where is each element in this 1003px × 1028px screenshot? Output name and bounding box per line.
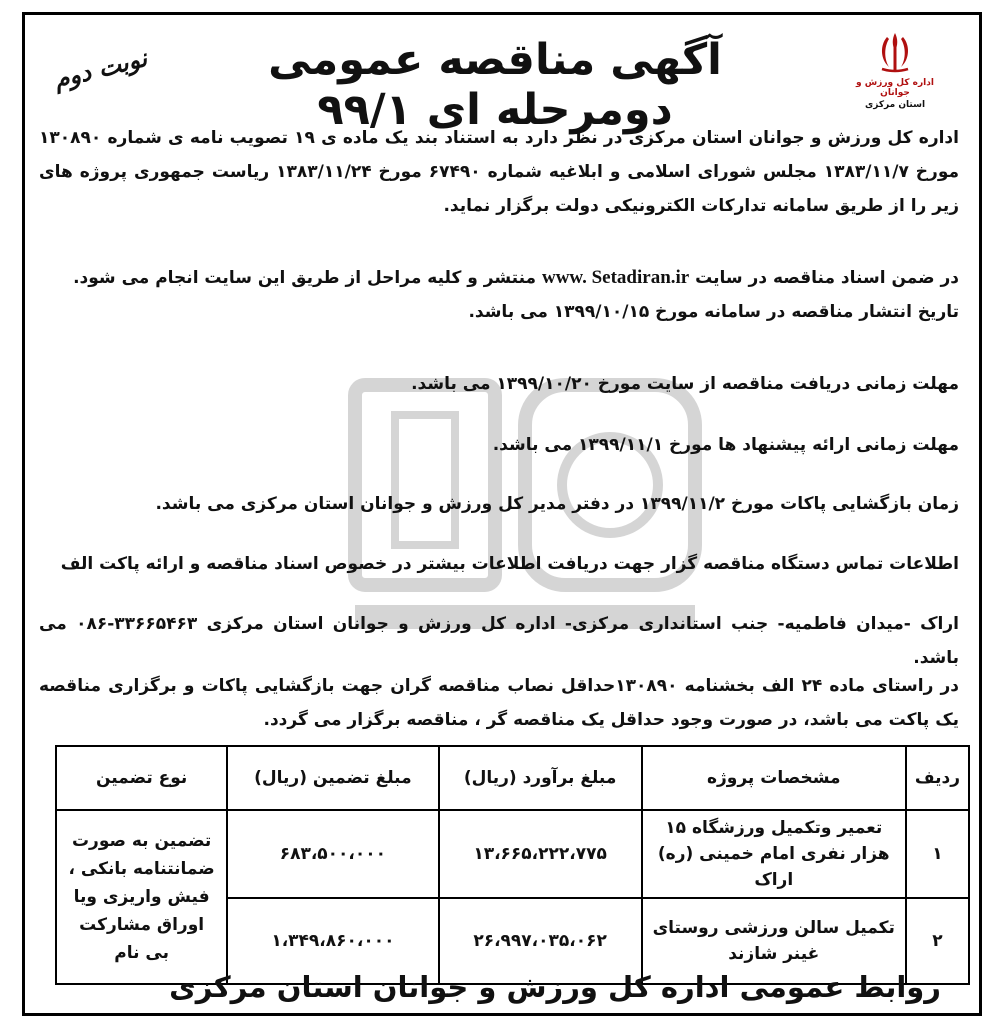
header-estimate: مبلغ برآورد (ریال) (439, 746, 642, 810)
footer-signature: روابط عمومی اداره کل ورزش و جوانان استان مرکزی (169, 970, 941, 1004)
header-guarantee-amount: مبلغ تضمین (ریال) (227, 746, 438, 810)
row-number: ۱ (906, 810, 969, 898)
projects-table (55, 745, 970, 985)
table-header-row (56, 746, 969, 810)
project-spec: تعمیر وتکمیل ورزشگاه ۱۵ هزار نفری امام خمینی (ره) اراک (642, 810, 906, 898)
logo-province: استان مرکزی (864, 100, 926, 110)
site-paragraph (39, 261, 959, 295)
site-text-after: منتشر و کلیه مراحل از طریق این سایت انجام می شود. (73, 268, 537, 288)
notice-frame (22, 12, 982, 1016)
intro-paragraph: اداره کل ورزش و جوانان استان مرکزی در نظر دارد به استناد بند یک ماده ی ۱۹ تصویب نامه ی شماره ۱۳۰۸۹۰ مورخ ۱۳۸۳/۱۱/۷ مجلس شورای اسلامی و ابلاغیه شماره ۶۷۴۹۰ مورخ ۱۳۸۳/۱۱/۲۴ ریاست جمهوری پروژه های زیر را از طریق سامانه تدارکات الکترونیکی دولت برگزار نماید. (39, 128, 960, 216)
round-label: نوبت دوم (51, 43, 150, 95)
header-project-spec: مشخصات پروژه (642, 746, 906, 810)
guarantee-amount: ۶۸۳،۵۰۰،۰۰۰ (227, 810, 438, 898)
estimate-amount: ۱۳،۶۶۵،۲۲۲،۷۷۵ (439, 810, 642, 898)
table-row (56, 810, 969, 898)
receive-deadline-paragraph: مهلت زمانی دریافت مناقصه از سایت مورخ ۱۳۹۹/۱۰/۲۰ می باشد. (411, 374, 959, 394)
publish-date-paragraph: تاریخ انتشار مناقصه در سامانه مورخ ۱۳۹۹/۱۰/۱۵ می باشد. (468, 302, 959, 322)
logo-org-name: اداره کل ورزش و جوانان (856, 78, 934, 98)
address-paragraph: اراک -میدان فاطمیه- جنب استانداری مرکزی- اداره کل ورزش و جوانان استان مرکزی ۳۳۶۶۵۴۶۳-۰۸۶ می باشد. (39, 614, 959, 668)
header-guarantee-type: نوع تضمین (56, 746, 227, 810)
project-spec: تکمیل سالن ورزشی روستای غینر شازند (642, 898, 906, 984)
page-title: آگهی مناقصه عمومی دومرحله ای ۹۹/۱ (268, 35, 722, 135)
guarantee-amount: ۱،۳۴۹،۸۶۰،۰۰۰ (227, 898, 438, 984)
header (25, 15, 979, 135)
contact-paragraph: اطلاعات تماس دستگاه مناقصه گزار جهت دریافت اطلاعات بیشتر در خصوص اسناد مناقصه و ارائه پاکت الف (60, 554, 959, 574)
organization-logo (851, 29, 939, 129)
submit-deadline-paragraph: مهلت زمانی ارائه پیشنهاد ها مورخ ۱۳۹۹/۱۱/۱ می باشد. (492, 435, 959, 455)
site-text-before: در ضمن اسناد مناقصه در سایت (695, 268, 959, 288)
opening-paragraph: زمان بازگشایی پاکات مورخ ۱۳۹۹/۱۱/۲ در دفتر مدیر کل ورزش و جوانان استان مرکزی می باشد. (155, 494, 959, 514)
site-link[interactable]: www. Setadiran.ir (541, 267, 690, 288)
header-row-number: ردیف (906, 746, 969, 810)
quorum-paragraph: در راستای ماده ۲۴ الف بخشنامه ۱۳۰۸۹۰حداقل نصاب مناقصه گران جهت بازگشایی پاکات و برگزاری مناقصه یک پاکت می باشد، در صورت وجود حداقل یک مناقصه گر ، مناقصه برگزار می گردد. (39, 676, 959, 730)
guarantee-type: تضمین به صورت ضمانتنامه بانکی ، فیش واریزی ویا اوراق مشارکت بی نام (56, 810, 227, 984)
iran-emblem-icon (872, 29, 918, 75)
row-number: ۲ (906, 898, 969, 984)
estimate-amount: ۲۶،۹۹۷،۰۳۵،۰۶۲ (439, 898, 642, 984)
